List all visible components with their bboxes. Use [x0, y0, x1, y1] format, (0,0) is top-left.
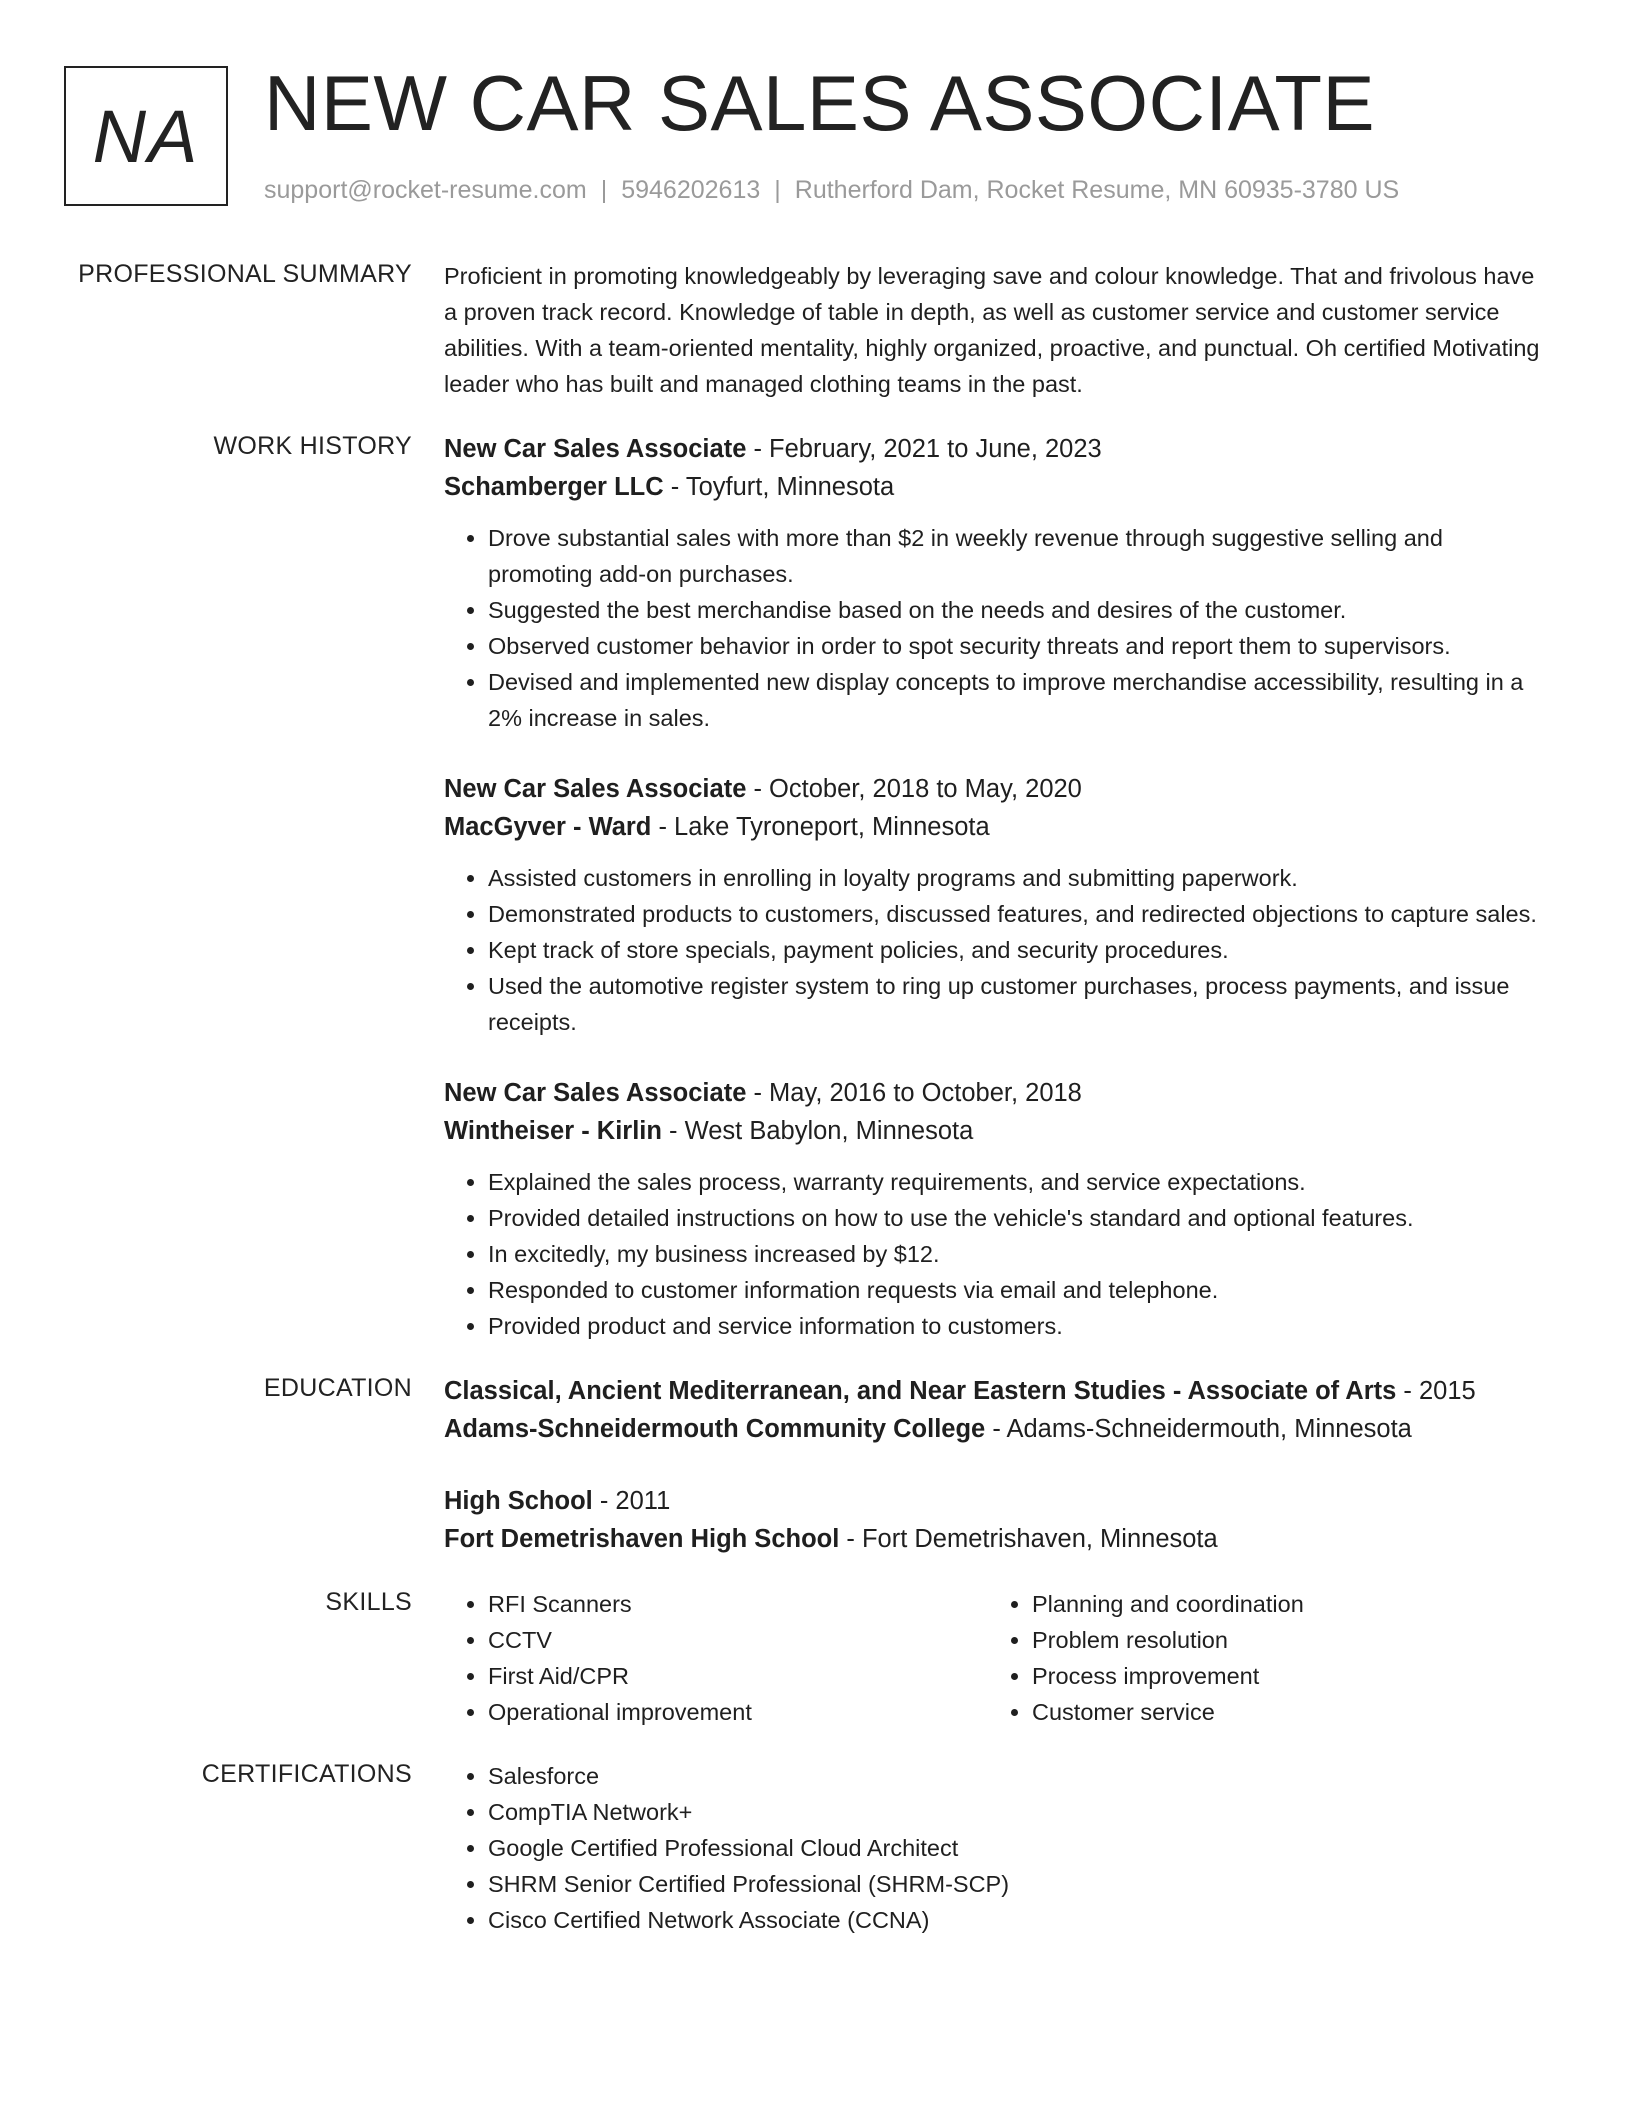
job-location: - Lake Tyroneport, Minnesota: [651, 813, 990, 841]
degree-year: - 2011: [592, 1487, 671, 1515]
list-item: • CompTIA Network+: [488, 1794, 1544, 1830]
job-location: - Toyfurt, Minnesota: [663, 473, 895, 501]
list-item: • CCTV: [488, 1622, 988, 1658]
job-bullets: [444, 1164, 1544, 1344]
job-dates: - October, 2018 to May, 2020: [746, 775, 1082, 803]
contact-phone[interactable]: 5946202613: [621, 176, 761, 204]
degree-name: High School: [444, 1487, 593, 1515]
skills-section: [0, 1586, 1632, 1730]
school-location: - Adams-Schneidermouth, Minnesota: [985, 1415, 1412, 1443]
list-item: • Provided product and service information to customers.: [488, 1308, 1544, 1344]
education-entry: [444, 1372, 1544, 1448]
section-label-skills: SKILLS: [325, 1588, 412, 1616]
job-company: Wintheiser - Kirlin: [444, 1117, 662, 1145]
job-company: MacGyver - Ward: [444, 813, 652, 841]
school-location: - Fort Demetrishaven, Minnesota: [839, 1525, 1218, 1553]
list-item: • Google Certified Professional Cloud Architect: [488, 1830, 1544, 1866]
professional-summary-section: [0, 258, 1632, 402]
job-title-line: [444, 1074, 1544, 1112]
section-label-work: WORK HISTORY: [213, 432, 412, 460]
list-item: • Operational improvement: [488, 1694, 988, 1730]
contact-address: Rutherford Dam, Rocket Resume, MN 60935-3780 US: [794, 176, 1400, 204]
job-bullets: [444, 520, 1544, 736]
education-section: [0, 1372, 1632, 1558]
initials-text: NA: [92, 94, 200, 178]
contact-email[interactable]: support@rocket-resume.com: [264, 176, 587, 204]
school-line: [444, 1520, 1544, 1558]
list-item: • SHRM Senior Certified Professional (SHRM-SCP): [488, 1866, 1544, 1902]
contact-separator: |: [600, 176, 608, 204]
resume-content: [0, 258, 1632, 1966]
list-item: • Drove substantial sales with more than $2 in weekly revenue through suggestive selling and promoting add-on purchases.: [488, 520, 1544, 592]
certifications-list: [444, 1758, 1544, 1938]
degree-line: [444, 1372, 1544, 1410]
job-entry: [444, 1074, 1544, 1344]
job-title: New Car Sales Associate: [444, 775, 747, 803]
list-item: • Kept track of store specials, payment policies, and security procedures.: [488, 932, 1544, 968]
list-item: • Explained the sales process, warranty requirements, and service expectations.: [488, 1164, 1544, 1200]
list-item: • Responded to customer information requests via email and telephone.: [488, 1272, 1544, 1308]
job-company: Schamberger LLC: [444, 473, 664, 501]
section-label-certifications: CERTIFICATIONS: [201, 1760, 412, 1788]
list-item: • Process improvement: [1032, 1658, 1532, 1694]
school-line: [444, 1410, 1544, 1448]
skills-list-right: [988, 1586, 1532, 1730]
job-location: - West Babylon, Minnesota: [661, 1117, 974, 1145]
list-item: • Customer service: [1032, 1694, 1532, 1730]
section-label-education: EDUCATION: [263, 1374, 412, 1402]
education-entry: [444, 1482, 1544, 1558]
school-name: Adams-Schneidermouth Community College: [444, 1415, 986, 1443]
job-bullets: [444, 860, 1544, 1040]
skills-columns: [444, 1586, 1544, 1730]
job-company-line: [444, 468, 1544, 506]
list-item: • Assisted customers in enrolling in loyalty programs and submitting paperwork.: [488, 860, 1544, 896]
job-title-line: [444, 430, 1544, 468]
list-item: • Problem resolution: [1032, 1622, 1532, 1658]
list-item: • Planning and coordination: [1032, 1586, 1532, 1622]
skills-list-left: [444, 1586, 988, 1730]
list-item: • Cisco Certified Network Associate (CCNA): [488, 1902, 1544, 1938]
work-history-section: [0, 430, 1632, 1344]
section-label-summary: PROFESSIONAL SUMMARY: [78, 260, 412, 288]
job-company-line: [444, 808, 1544, 846]
list-item: • Observed customer behavior in order to spot security threats and report them to supervisors.: [488, 628, 1544, 664]
summary-text: Proficient in promoting knowledgeably by leveraging save and colour knowledge. That and frivolous have a proven track record. Knowledge of table in depth, as well as customer service and customer service abilities. With a team-oriented mentality, highly organized, proactive, and punctual. Oh certified Motivating leader who has built and managed clothing teams in the past.: [444, 263, 1540, 397]
job-entry: [444, 430, 1544, 736]
job-title-line: [444, 770, 1544, 808]
list-item: • Demonstrated products to customers, discussed features, and redirected objections to capture sales.: [488, 896, 1544, 932]
list-item: • Devised and implemented new display concepts to improve merchandise accessibility, resulting in a 2% increase in sales.: [488, 664, 1544, 736]
certifications-section: [0, 1758, 1632, 1938]
job-dates: - February, 2021 to June, 2023: [746, 435, 1102, 463]
list-item: • RFI Scanners: [488, 1586, 988, 1622]
degree-year: - 2015: [1396, 1377, 1476, 1405]
list-item: • In excitedly, my business increased by $12.: [488, 1236, 1544, 1272]
job-company-line: [444, 1112, 1544, 1150]
job-title: New Car Sales Associate: [444, 435, 747, 463]
candidate-name: NEW CAR SALES ASSOCIATE: [264, 59, 1376, 147]
job-entry: [444, 770, 1544, 1040]
initials-monogram: [64, 66, 228, 206]
degree-line: [444, 1482, 1544, 1520]
contact-line: [264, 176, 1399, 205]
contact-separator: |: [774, 176, 781, 204]
list-item: • First Aid/CPR: [488, 1658, 988, 1694]
list-item: • Suggested the best merchandise based on the needs and desires of the customer.: [488, 592, 1544, 628]
job-title: New Car Sales Associate: [444, 1079, 747, 1107]
degree-name: Classical, Ancient Mediterranean, and Near Eastern Studies - Associate of Arts: [444, 1377, 1397, 1405]
list-item: • Used the automotive register system to ring up customer purchases, process payments, and issue receipts.: [488, 968, 1544, 1040]
school-name: Fort Demetrishaven High School: [444, 1525, 840, 1553]
job-dates: - May, 2016 to October, 2018: [746, 1079, 1082, 1107]
list-item: • Provided detailed instructions on how to use the vehicle's standard and optional features.: [488, 1200, 1544, 1236]
list-item: • Salesforce: [488, 1758, 1544, 1794]
